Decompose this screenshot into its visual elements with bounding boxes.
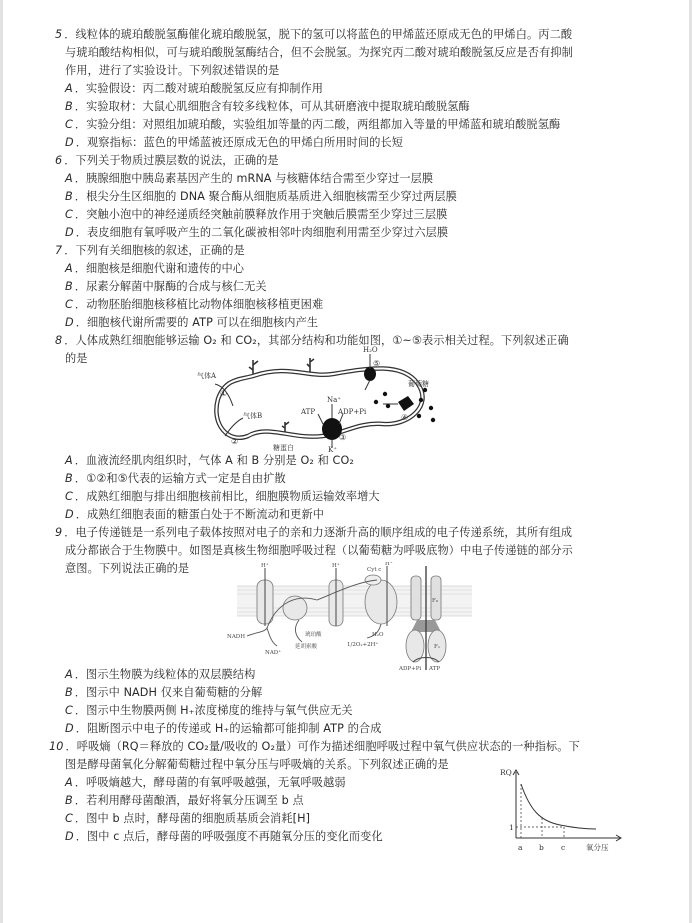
option-c: C ．图示中生物膜两侧 H₊浓度梯度的维持与氧气供应无关	[65, 704, 353, 717]
option-a: A ．细胞核是细胞代谢和遗传的中心	[65, 262, 245, 275]
svg-text:③: ③	[339, 433, 347, 442]
question-stem: 作用，进行了实验设计。下列叙述错误的是	[65, 64, 280, 77]
svg-text:1/2O₂+2H⁺: 1/2O₂+2H⁺	[347, 642, 379, 648]
rq-vs-oxygen-graph	[500, 766, 625, 854]
svg-text:F₁: F₁	[434, 644, 441, 650]
svg-text:Na⁺: Na⁺	[327, 396, 341, 404]
electron-transport-chain-figure	[227, 562, 477, 672]
question-stem: 意图。下列说法正确的是	[65, 562, 190, 575]
option-a: A ．呼吸熵越大，酵母菌的有氧呼吸越强，无氧呼吸越弱	[65, 776, 346, 789]
svg-text:H⁺: H⁺	[261, 563, 269, 569]
question-stem: 7 ．下列有关细胞核的叙述，正确的是	[55, 244, 245, 257]
svg-text:⑤: ⑤	[373, 359, 381, 368]
svg-text:K⁺: K⁺	[328, 446, 337, 452]
option-d: D ．成熟红细胞表面的糖蛋白处于不断流动和更新中	[65, 508, 325, 521]
option-d: D ．图中 c 点后，酵母菌的呼吸强度不再随氧分压的变化而变化	[65, 830, 383, 843]
option-b: B ．图示中 NADH 仅来自葡萄糖的分解	[65, 686, 263, 699]
svg-text:琥珀酸: 琥珀酸	[305, 632, 322, 638]
svg-text:延胡索酸: 延胡索酸	[295, 644, 318, 650]
svg-text:H⁺: H⁺	[332, 563, 340, 569]
svg-text:气体B: 气体B	[243, 412, 263, 420]
svg-text:糖蛋白: 糖蛋白	[273, 444, 294, 452]
option-a: A ．胰腺细胞中胰岛素基因产生的 mRNA 与核糖体结合需至少穿过一层膜	[65, 172, 434, 185]
svg-text:c: c	[561, 843, 566, 852]
option-b: B ．根尖分生区细胞的 DNA 聚合酶从细胞质基质进入细胞核需至少穿过两层膜	[65, 190, 457, 203]
option-d: D ．观察指标：蓝色的甲烯蓝被还原成无色的甲烯白所用时间的长短	[65, 136, 404, 149]
option-c: C ．动物胚胎细胞核移植比动物体细胞核移植更困难	[65, 298, 324, 311]
question-stem: 成分都嵌合于生物膜中。如图是真核生物细胞呼吸过程（以葡萄糖为呼吸底物）中电子传递链的部分示	[65, 544, 573, 557]
svg-text:ADP+Pi: ADP+Pi	[338, 408, 367, 416]
red-blood-cell-diagram	[193, 344, 443, 452]
option-a: A ．实验假设：丙二酸对琥珀酸脱氢反应有抑制作用	[65, 82, 324, 95]
svg-text:NADH: NADH	[227, 634, 245, 640]
svg-text:④: ④	[401, 413, 409, 422]
option-a: A ．图示生物膜为线粒体的双层膜结构	[65, 668, 256, 681]
option-c: C ．突触小泡中的神经递质经突触前膜释放作用于突触后膜需至少穿过三层膜	[65, 208, 448, 221]
option-d: D ．阻断图示中电子的传递或 H₊的运输都可能抑制 ATP 的合成	[65, 722, 382, 735]
question-stem: 的是	[65, 352, 88, 365]
svg-text:氧分压: 氧分压	[586, 843, 609, 852]
svg-text:H₂O: H₂O	[372, 632, 384, 638]
option-b: B ．若利用酵母菌酿酒，最好将氧分压调至 b 点	[65, 794, 304, 807]
svg-text:b: b	[539, 843, 544, 852]
question-stem: 8 ．人体成熟红细胞能够运输 O₂ 和 CO₂，其部分结构和功能如图，①~⑤表示相关过程。下列叙述正确	[55, 334, 569, 347]
svg-text:Cyt c: Cyt c	[367, 567, 382, 573]
option-d: D ．表皮细胞有氧呼吸产生的二氧化碳被相邻叶肉细胞利用需至少穿过六层膜	[65, 226, 449, 239]
svg-text:RQ: RQ	[500, 768, 512, 777]
svg-text:H₂O: H₂O	[363, 346, 378, 354]
svg-text:NAD⁺: NAD⁺	[265, 650, 282, 656]
option-c: C ．图中 b 点时，酵母菌的细胞质基质会消耗[H]	[65, 812, 311, 825]
option-b: B ．尿素分解菌中脲酶的合成与核仁无关	[65, 280, 267, 293]
page-edge-left	[0, 0, 3, 923]
red-blood-cell-figure	[193, 344, 443, 452]
option-b: B ．①②和⑤代表的运输方式一定是自由扩散	[65, 472, 286, 485]
svg-text:a: a	[518, 843, 523, 852]
svg-text:F₀: F₀	[432, 598, 439, 604]
svg-text:H⁺: H⁺	[385, 562, 393, 567]
question-stem: 6 ．下列关于物质过膜层数的说法，正确的是	[55, 154, 279, 167]
svg-text:①: ①	[220, 389, 228, 398]
question-stem: 10 ．呼吸熵（RQ＝释放的 CO₂量/吸收的 O₂量）可作为描述细胞呼吸过程中氧气供应状态的一种指标。下	[49, 740, 580, 753]
svg-text:ADP+Pi: ADP+Pi	[399, 666, 422, 672]
option-d: D ．细胞核代谢所需要的 ATP 可以在细胞核内产生	[65, 316, 319, 329]
option-b: B ．实验取材：大鼠心肌细胞含有较多线粒体，可从其研磨液中提取琥珀酸脱氢酶	[65, 100, 470, 113]
svg-text:ATP: ATP	[429, 666, 441, 672]
rq-graph	[500, 766, 625, 854]
svg-text:②: ②	[231, 437, 239, 446]
option-c: C ．成熟红细胞与排出细胞核前相比，细胞膜物质运输效率增大	[65, 490, 380, 503]
option-a: A ．血液流经肌肉组织时，气体 A 和 B 分别是 O₂ 和 CO₂	[65, 454, 354, 467]
option-c: C ．实验分组：对照组加琥珀酸，实验组加等量的丙二酸，两组都加入等量的甲烯蓝和琥珀酸脱氢酶	[65, 118, 561, 131]
svg-text:气体A: 气体A	[197, 372, 217, 380]
question-stem: 图是酵母菌氧化分解葡萄糖过程中氧分压与呼吸熵的关系。下列叙述正确的是	[65, 758, 449, 771]
electron-transport-chain-diagram	[227, 562, 477, 672]
svg-text:1: 1	[509, 823, 514, 832]
question-stem: 与琥珀酸结构相似，可与琥珀酸脱氢酶结合，但不会脱氢。为探究丙二酸对琥珀酸脱氢反应是否有抑制	[65, 46, 573, 59]
svg-text:葡萄糖: 葡萄糖	[408, 380, 429, 388]
question-stem: 5 ．线粒体的琥珀酸脱氢酶催化琥珀酸脱氢，脱下的氢可以将蓝色的甲烯蓝还原成无色的甲烯白。丙二酸	[55, 28, 573, 41]
svg-text:ATP: ATP	[301, 408, 316, 416]
question-stem: 9 ．电子传递链是一系列电子载体按照对电子的亲和力逐渐升高的顺序组成的电子传递系统，其所有组成	[55, 526, 573, 539]
